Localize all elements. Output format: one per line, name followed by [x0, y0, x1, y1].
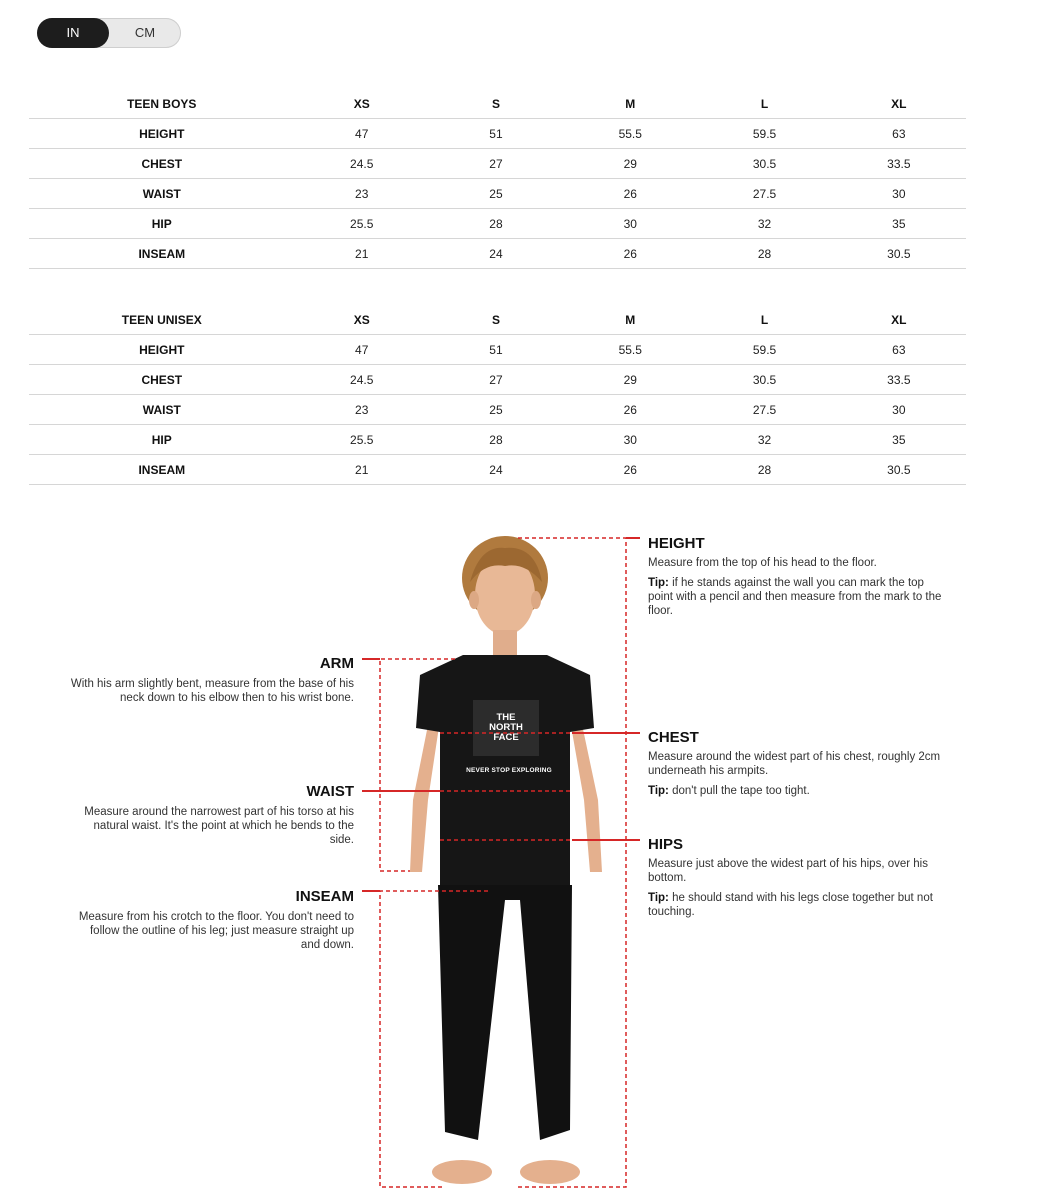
size-header-xs: XS — [353, 312, 370, 327]
inseam-title: INSEAM — [295, 888, 354, 905]
hips-description: Measure just above the widest part of his hips, over his bottom. — [648, 858, 928, 884]
row-label: HIP — [29, 425, 295, 455]
cell: 28 — [429, 209, 563, 239]
cell: 29 — [563, 365, 697, 395]
row-label: WAIST — [29, 179, 295, 209]
cell: 59.5 — [697, 119, 831, 149]
shirt-logo-line: FACE — [493, 732, 519, 743]
cell: 27 — [429, 149, 563, 179]
cell: 55.5 — [563, 335, 697, 365]
cell: 59.5 — [697, 335, 831, 365]
cell: 24 — [429, 239, 563, 269]
hips-title: HIPS — [648, 836, 684, 853]
arm-title: ARM — [319, 655, 354, 672]
cell: 33.5 — [832, 149, 966, 179]
row-label: CHEST — [29, 365, 295, 395]
table-row — [29, 455, 966, 485]
table-row — [29, 209, 966, 239]
cell: 25.5 — [295, 209, 429, 239]
shirt-logo-line: NORTH — [489, 722, 523, 733]
cell: 30 — [563, 209, 697, 239]
table-row — [29, 239, 966, 269]
size-header-l: L — [760, 312, 769, 327]
shirt-logo-line: THE — [496, 712, 516, 723]
table-row — [29, 425, 966, 455]
row-label: HEIGHT — [29, 119, 295, 149]
size-header-m: M — [625, 96, 636, 111]
chest-tip — [648, 784, 948, 798]
height-tip — [648, 576, 948, 618]
row-label: CHEST — [29, 149, 295, 179]
table-row — [29, 149, 966, 179]
cell: 25 — [429, 179, 563, 209]
table-row — [29, 365, 966, 395]
cell: 30 — [563, 425, 697, 455]
chest-title: CHEST — [648, 729, 699, 746]
cell: 26 — [563, 395, 697, 425]
cell: 30 — [832, 179, 966, 209]
table-title: TEEN BOYS — [127, 96, 197, 111]
row-label: INSEAM — [29, 239, 295, 269]
table-row — [29, 179, 966, 209]
size-header-l: L — [760, 96, 769, 111]
unit-option-in[interactable]: IN — [37, 18, 109, 48]
cell: 35 — [832, 425, 966, 455]
inseam-description: Measure from his crotch to the floor. You don't need to follow the outline of his leg; just measure straight up and down. — [78, 911, 354, 951]
tip-label: Tip: — [648, 577, 669, 589]
cell: 25.5 — [295, 425, 429, 455]
tip-label: Tip: — [648, 892, 669, 904]
height-description: Measure from the top of his head to the floor. — [648, 557, 877, 569]
cell: 26 — [563, 179, 697, 209]
cell: 47 — [295, 119, 429, 149]
cell: 63 — [832, 335, 966, 365]
height-title: HEIGHT — [648, 535, 705, 552]
cell: 47 — [295, 335, 429, 365]
size-table-teen-boys — [29, 89, 966, 269]
cell: 30.5 — [832, 239, 966, 269]
size-header-m: M — [625, 312, 636, 327]
cell: 24.5 — [295, 149, 429, 179]
shirt-slogan: NEVER STOP EXPLORING — [466, 767, 552, 774]
cell: 55.5 — [563, 119, 697, 149]
shirt-logo — [476, 713, 536, 743]
cell: 51 — [429, 335, 563, 365]
cell: 27.5 — [697, 395, 831, 425]
cell: 21 — [295, 239, 429, 269]
tip-label: Tip: — [648, 785, 669, 797]
size-header-xl: XL — [891, 96, 907, 111]
unit-option-cm[interactable]: CM — [134, 25, 156, 40]
measuring-guide — [0, 500, 1044, 1200]
row-label: WAIST — [29, 395, 295, 425]
cell: 27.5 — [697, 179, 831, 209]
cell: 33.5 — [832, 365, 966, 395]
row-label: INSEAM — [29, 455, 295, 485]
cell: 30.5 — [832, 455, 966, 485]
waist-title: WAIST — [306, 783, 354, 800]
row-label: HEIGHT — [29, 335, 295, 365]
table-title: TEEN UNISEX — [121, 312, 202, 327]
tip-text: he should stand with his legs close together but not touching. — [648, 892, 933, 918]
waist-description: Measure around the narrowest part of his torso at his natural waist. It's the point at which he bends to the side. — [84, 806, 354, 846]
cell: 23 — [295, 395, 429, 425]
cell: 27 — [429, 365, 563, 395]
chest-description: Measure around the widest part of his chest, roughly 2cm underneath his armpits. — [648, 751, 941, 777]
size-table-teen-unisex — [29, 305, 966, 485]
table-row — [29, 119, 966, 149]
tip-text: don't pull the tape too tight. — [672, 785, 810, 797]
cell: 28 — [697, 239, 831, 269]
cell: 29 — [563, 149, 697, 179]
cell: 25 — [429, 395, 563, 425]
cell: 26 — [563, 455, 697, 485]
cell: 24 — [429, 455, 563, 485]
child-illustration — [410, 536, 602, 1184]
cell: 24.5 — [295, 365, 429, 395]
cell: 30.5 — [697, 365, 831, 395]
tip-text: if he stands against the wall you can mark the top point with a pencil and then measure from the mark to the floor. — [648, 577, 942, 617]
row-label: HIP — [29, 209, 295, 239]
cell: 28 — [429, 425, 563, 455]
cell: 21 — [295, 455, 429, 485]
cell: 23 — [295, 179, 429, 209]
cell: 30.5 — [697, 149, 831, 179]
cell: 32 — [697, 209, 831, 239]
cell: 26 — [563, 239, 697, 269]
cell: 63 — [832, 119, 966, 149]
cell: 32 — [697, 425, 831, 455]
hips-tip — [648, 891, 948, 919]
table-row — [29, 395, 966, 425]
size-header-xl: XL — [891, 312, 907, 327]
size-header-s: S — [491, 96, 500, 111]
arm-description: With his arm slightly bent, measure from the base of his neck down to his elbow then to his wrist bone. — [70, 678, 354, 704]
size-header-s: S — [491, 312, 500, 327]
size-header-xs: XS — [353, 96, 370, 111]
cell: 28 — [697, 455, 831, 485]
cell: 51 — [429, 119, 563, 149]
table-row — [29, 335, 966, 365]
cell: 30 — [832, 395, 966, 425]
unit-toggle[interactable] — [37, 18, 181, 48]
cell: 35 — [832, 209, 966, 239]
